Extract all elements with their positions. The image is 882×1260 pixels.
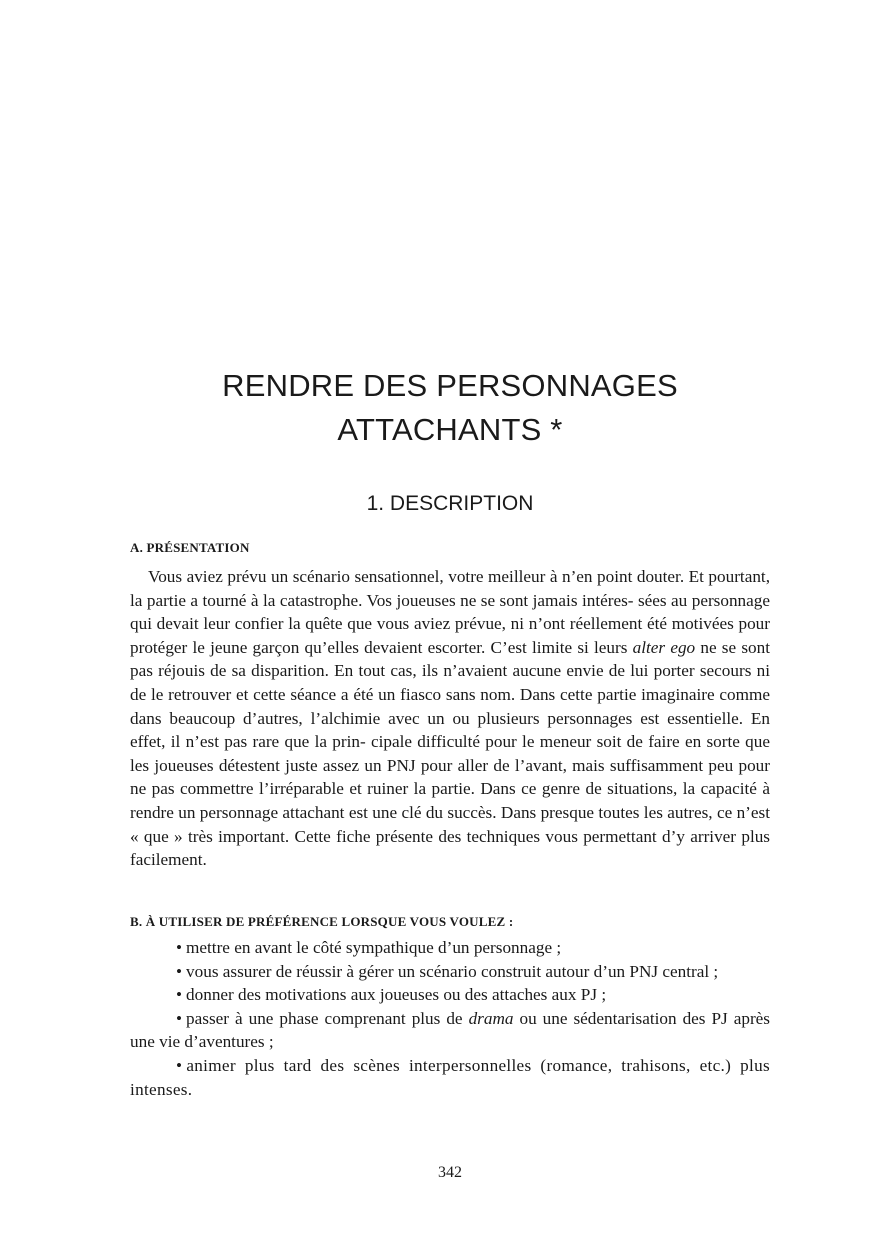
presentation-paragraph bbox=[130, 565, 770, 872]
subsection-heading-presentation: A. PRÉSENTATION bbox=[130, 540, 250, 555]
list-item-text: animer plus tard des scènes interpersonnelles (romance, trahisons, etc.) plus intenses. bbox=[130, 1055, 770, 1099]
chapter-title-line-2: ATTACHANTS * bbox=[337, 412, 563, 447]
list-item bbox=[130, 936, 770, 960]
book-page bbox=[130, 0, 770, 1260]
list-item-text: donner des motivations aux joueuses ou des attaches aux PJ ; bbox=[186, 985, 607, 1005]
list-item bbox=[130, 1054, 770, 1101]
chapter-title bbox=[130, 364, 770, 452]
bullet-icon: • bbox=[176, 1055, 183, 1075]
paragraph bbox=[130, 565, 770, 872]
list-item-italic-term: drama bbox=[468, 1008, 514, 1028]
chapter-title-line-1: RENDRE DES PERSONNAGES bbox=[222, 368, 678, 403]
subsection-heading-usage: B. À UTILISER DE PRÉFÉRENCE LORSQUE VOUS VOULEZ : bbox=[130, 914, 514, 929]
bullet-icon: • bbox=[176, 1008, 183, 1028]
list-item-text-end: ou une sédentarisation des PJ après une vie d’aventures ; bbox=[130, 1008, 770, 1052]
page-number: 342 bbox=[438, 1164, 462, 1181]
bullet-icon: • bbox=[176, 938, 183, 957]
list-item-text: mettre en avant le côté sympathique d’un personnage ; bbox=[186, 938, 562, 957]
list-item-text: vous assurer de réussir à gérer un scénario construit autour d’un PNJ central ; bbox=[186, 961, 719, 981]
paragraph-italic-term: alter ego bbox=[632, 637, 696, 657]
section-title: 1. DESCRIPTION bbox=[366, 492, 534, 515]
bullet-icon: • bbox=[176, 961, 183, 981]
list-item bbox=[130, 1007, 770, 1054]
paragraph-text-part-2: ne se sont pas réjouis de sa disparition. En tout cas, ils n’avaient aucune envie de lui porter secours ni de le retrouver et cette séance a été un fiasco sans nom. Dans cette partie imaginaire comme dans beaucoup d’autres, l’alchimie avec un ou plusieurs personnages est essentielle. En effet, il n’est pas rare que la prin- cipale difficulté pour le meneur soit de faire en sorte que les joueuses détestent juste assez un PNJ pour aller de l’avant, mais suffisamment peu pour ne pas commettre l’irréparable et ruiner la partie. Dans ce genre de situations, la capacité à rendre un personnage attachant est une clé du succès. Dans presque toutes les autres, ce n’est « que » très important. Cette fiche présente des techniques vous permettant d’y arriver plus facilement. bbox=[130, 637, 770, 870]
bullet-icon: • bbox=[176, 985, 183, 1005]
paragraph-text-part-1: Vous aviez prévu un scénario sensationnel, votre meilleur à n’en point douter. Et pourtant, la partie a tourné à la catastrophe. Vos joueuses ne se sont jamais intéres- sées au personnage qui devait leur confier la quête que vous aviez prévue, ni n’ont réellement été motivées pour protéger le jeune garçon qu’elles devaient escorter. C’est limite si leurs bbox=[130, 567, 770, 657]
list-item-text-start: passer à une phase comprenant plus de bbox=[186, 1008, 469, 1028]
list-item bbox=[130, 960, 770, 984]
usage-bullet-list bbox=[130, 936, 770, 1101]
list-item bbox=[130, 983, 770, 1007]
